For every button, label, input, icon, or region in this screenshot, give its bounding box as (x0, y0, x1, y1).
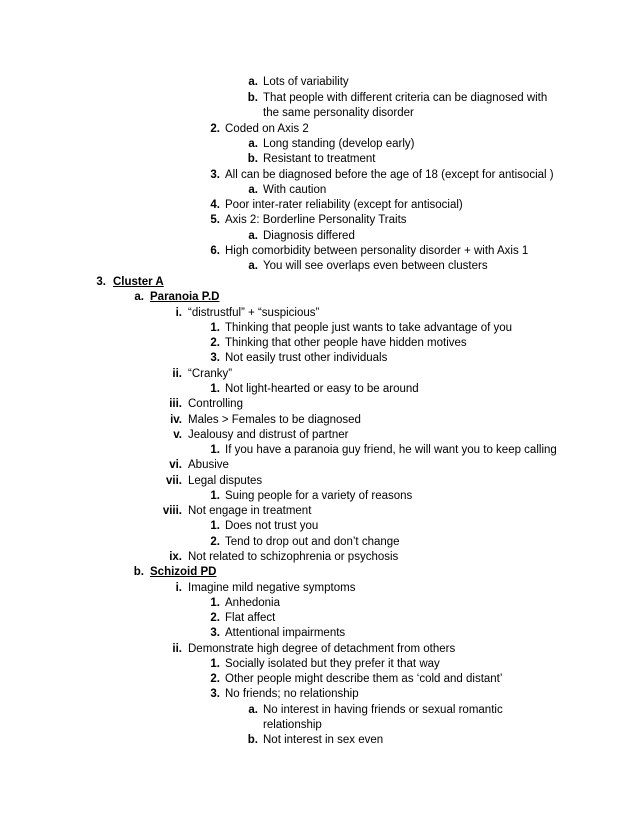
item-text: Poor inter-rater reliability (except for antisocial) (225, 199, 463, 211)
item-marker: b. (247, 734, 258, 746)
item-marker: 3. (210, 627, 220, 639)
item-text: No interest in having friends or sexual romantic (263, 704, 503, 716)
item-marker: ix. (169, 551, 182, 563)
item-marker: viii. (162, 505, 182, 517)
item-marker: 1. (210, 597, 220, 609)
item-marker: ii. (172, 643, 182, 655)
item-text: Not easily trust other individuals (225, 352, 388, 364)
item-marker: 1. (210, 658, 220, 670)
item-marker: 5. (210, 214, 220, 226)
item-text: Long standing (develop early) (263, 138, 415, 150)
item-marker: 4. (210, 199, 220, 211)
item-text: Does not trust you (225, 520, 319, 532)
item-marker: 1. (210, 444, 220, 456)
item-marker: b. (247, 153, 258, 165)
item-text: That people with different criteria can be diagnosed with (263, 92, 548, 104)
item-marker: 2. (210, 673, 220, 685)
item-marker: 3. (210, 688, 220, 700)
item-marker: v. (173, 429, 182, 441)
heading-text: Cluster A (113, 276, 164, 288)
item-text: Anhedonia (225, 597, 280, 609)
item-text: “distrustful” + “suspicious” (188, 307, 320, 319)
item-text: Imagine mild negative symptoms (188, 582, 356, 594)
item-marker: a. (134, 291, 144, 303)
item-text: the same personality disorder (263, 107, 414, 119)
item-marker: 2. (210, 337, 220, 349)
item-text: Not related to schizophrenia or psychosis (188, 551, 399, 563)
item-marker: vii. (166, 475, 182, 487)
item-marker: 2. (210, 536, 220, 548)
item-text: Resistant to treatment (263, 153, 376, 165)
item-text: You will see overlaps even between clusters (263, 260, 488, 272)
item-marker: vi. (169, 459, 182, 471)
item-text: Tend to drop out and don’t change (225, 536, 400, 548)
item-text: Flat affect (225, 612, 276, 624)
item-marker: a. (248, 76, 258, 88)
item-text: No friends; no relationship (225, 688, 359, 700)
item-text: relationship (263, 719, 322, 731)
item-marker: 2. (210, 612, 220, 624)
item-marker: 1. (210, 322, 220, 334)
item-text: Lots of variability (263, 76, 349, 88)
item-text: “Cranky” (188, 368, 233, 380)
item-text: High comorbidity between personality disorder + with Axis 1 (225, 245, 529, 257)
item-text: Coded on Axis 2 (225, 123, 309, 135)
item-marker: a. (248, 704, 258, 716)
item-text: Controlling (188, 398, 243, 410)
heading-text: Schizoid PD (150, 566, 217, 578)
item-marker: a. (248, 138, 258, 150)
item-marker: 1. (210, 520, 220, 532)
item-text: Thinking that people just wants to take advantage of you (225, 322, 513, 334)
item-marker: ii. (172, 368, 182, 380)
item-text: Not interest in sex even (263, 734, 384, 746)
item-text: Legal disputes (188, 475, 263, 487)
item-text: With caution (263, 184, 327, 196)
item-marker: 3. (210, 169, 220, 181)
item-text: Jealousy and distrust of partner (188, 429, 349, 441)
item-text: Socially isolated but they prefer it that way (225, 658, 440, 670)
item-marker: iii. (169, 398, 182, 410)
item-text: If you have a paranoia guy friend, he will want you to keep calling (225, 444, 557, 456)
item-marker: i. (175, 307, 182, 319)
item-marker: b. (133, 566, 144, 578)
item-text: Diagnosis differed (263, 230, 355, 242)
item-text: All can be diagnosed before the age of 18 (except for antisocial ) (225, 169, 554, 181)
item-text: Abusive (188, 459, 229, 471)
item-text: Suing people for a variety of reasons (225, 490, 413, 502)
item-marker: iv. (170, 414, 182, 426)
item-marker: 1. (210, 383, 220, 395)
item-marker: 6. (210, 245, 220, 257)
item-marker: i. (175, 582, 182, 594)
item-text: Other people might describe them as ‘cold and distant’ (225, 673, 503, 685)
item-marker: 3. (96, 276, 106, 288)
item-marker: a. (248, 260, 258, 272)
item-text: Thinking that other people have hidden motives (225, 337, 467, 349)
item-text: Not light-hearted or easy to be around (225, 383, 419, 395)
item-marker: 3. (210, 352, 220, 364)
item-text: Males > Females to be diagnosed (188, 414, 361, 426)
item-text: Axis 2: Borderline Personality Traits (225, 214, 407, 226)
item-marker: a. (248, 230, 258, 242)
item-marker: 1. (210, 490, 220, 502)
item-marker: 2. (210, 123, 220, 135)
item-marker: a. (248, 184, 258, 196)
item-marker: b. (247, 92, 258, 104)
item-text: Not engage in treatment (188, 505, 312, 517)
heading-text: Paranoia P.D (150, 291, 220, 303)
item-text: Attentional impairments (225, 627, 346, 639)
item-text: Demonstrate high degree of detachment from others (188, 643, 456, 655)
